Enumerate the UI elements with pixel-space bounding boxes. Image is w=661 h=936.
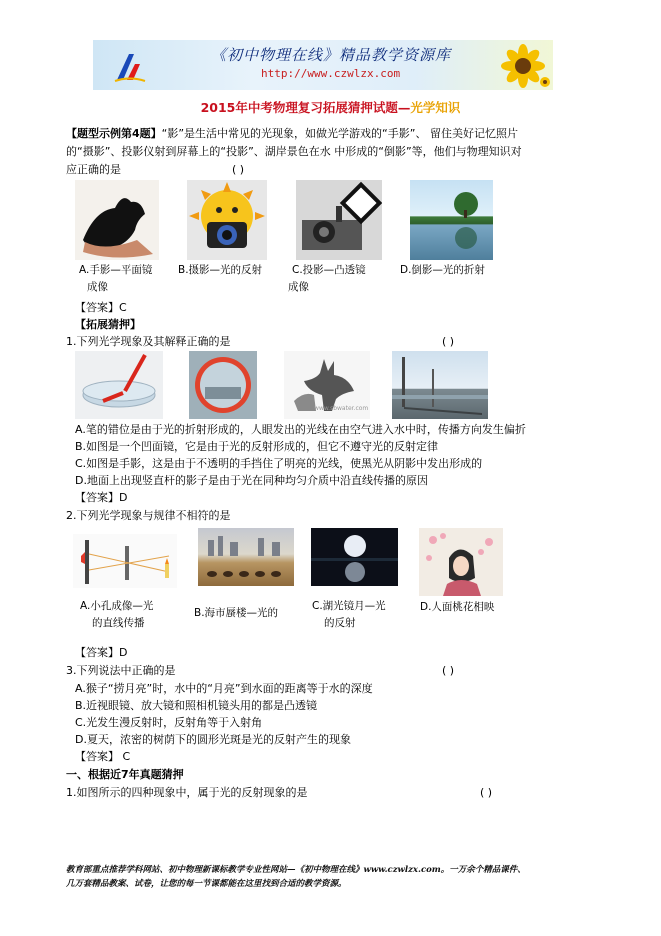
projector-image	[296, 180, 382, 260]
page-footer	[66, 863, 526, 891]
q1-option-d: D.地面上出现竖直杆的影子是由于光在同种均匀介质中沿直线传播的原因	[75, 474, 428, 487]
q3-answer: 【答案】 C	[75, 750, 131, 763]
q2-option-a-l1: A.小孔成像—光	[80, 600, 154, 612]
example-line-2: 的“摄影”、投影仪射到屏幕上的“投影”、湖岸景色在水 中形成的“倒影”等，他们与物理知识对	[66, 145, 522, 158]
section-label: 【拓展猜押】	[75, 318, 141, 331]
q1-answer: 【答案】D	[75, 491, 128, 504]
q2-answer: 【答案】D	[75, 646, 128, 659]
q3-option-b: B.近视眼镜、放大镜和照相机镜头用的都是凸透镜	[75, 699, 318, 712]
q3-option-c: C.光发生漫反射时，反射角等于入射角	[75, 716, 263, 729]
example-option-c	[288, 262, 366, 296]
q2-stem: 2.下列光学现象与规律不相符的是	[66, 509, 231, 522]
example-paren: ( )	[232, 163, 245, 176]
example-answer: 【答案】C	[75, 301, 127, 314]
example-option-c-l1: C.投影—凸透镜	[292, 264, 366, 276]
q3-option-d: D.夏天，浓密的树荫下的圆形光斑是光的反射产生的现象	[75, 733, 351, 746]
example-line-1	[66, 127, 518, 141]
peach-blossom-face-image	[419, 528, 503, 596]
p1q1-paren: ( )	[480, 786, 493, 799]
sunflower-icon	[493, 42, 551, 90]
example-option-b: B.摄影—光的反射	[178, 264, 263, 276]
q2-option-b: B.海市蜃楼—光的	[194, 607, 279, 619]
camera-sun-image	[187, 180, 267, 260]
q2-option-d: D.人面桃花相映	[420, 601, 495, 613]
q3-option-a: A.猴子“捞月亮”时，水中的“月亮”到水面的距离等于水的深度	[75, 682, 373, 695]
hand-shadow-deer-image	[284, 351, 370, 419]
q2-option-c-l1: C.湖光镜月—光	[312, 600, 386, 612]
page-title	[0, 98, 661, 116]
banner-title: 《初中物理在线》精品教学资源库	[211, 46, 452, 64]
example-tag: 【题型示例第4题】	[66, 127, 162, 140]
banner-url: http://www.czwlzx.com	[261, 67, 401, 80]
page-title-main: 2015年中考物理复习拓展猜押试题—	[200, 100, 411, 115]
p1q1-stem: 1.如图所示的四种现象中，属于光的反射现象的是	[66, 786, 308, 799]
lake-reflection-image	[410, 180, 493, 260]
example-option-a	[79, 262, 152, 296]
q1-option-b: B.如图是一个凹面镜，它是由于光的反射形成的，但它不遵守光的反射定律	[75, 440, 439, 453]
part1-heading: 一、根据近7年真题猜押	[66, 768, 184, 781]
header-banner	[93, 40, 553, 90]
example-option-a-l1: A.手影—平面镜	[79, 264, 153, 276]
example-option-d: D.倒影—光的折射	[400, 264, 485, 276]
hand-shadow-image	[75, 180, 159, 260]
q1-option-c: C.如图是手影，这是由于不透明的手挡住了明亮的光线，使黑光从阴影中发出形成的	[75, 457, 483, 470]
pole-shadow-image	[392, 351, 488, 419]
q3-paren: ( )	[442, 664, 455, 677]
q2-option-c	[312, 598, 386, 632]
q2-option-a-l2: 的直线传播	[92, 617, 145, 629]
site-logo-icon	[113, 50, 147, 84]
page-title-highlight: 光学知识	[410, 100, 461, 115]
example-option-a-l2: 成像	[87, 281, 108, 293]
q3-stem: 3.下列说法中正确的是	[66, 664, 176, 677]
q1-paren: ( )	[442, 335, 455, 348]
footer-line-1: 教育部重点推荐学科网站、初中物理新课标教学专业性网站—《初中物理在线》www.czwlzx.com。一万余个精品课件、	[66, 865, 526, 875]
example-line-3: 应正确的是	[66, 163, 121, 176]
example-text-1: “影”是生活中常见的光现象，如做光学游戏的“手影”、 留住美好记忆照片	[161, 127, 518, 140]
image-watermark: www.sbwater.com	[314, 405, 369, 412]
pencil-in-water-image	[75, 351, 163, 419]
pinhole-camera-image	[73, 534, 177, 588]
q1-option-a: A.笔的错位是由于光的折射形成的，人眼发出的光线在由空气进入水中时，传播方向发生偏折	[75, 423, 526, 436]
mirage-image	[198, 528, 294, 586]
q2-option-c-l2: 的反射	[324, 617, 356, 629]
footer-line-2: 几万套精品教案、试卷，让您的每一节课都能在这里找到合适的教学资源。	[66, 879, 347, 889]
q2-option-a	[80, 598, 153, 632]
lake-moon-image	[311, 528, 398, 586]
q1-stem: 1.下列光学现象及其解释正确的是	[66, 335, 231, 348]
convex-mirror-image	[189, 351, 257, 419]
example-option-c-l2: 成像	[288, 281, 309, 293]
